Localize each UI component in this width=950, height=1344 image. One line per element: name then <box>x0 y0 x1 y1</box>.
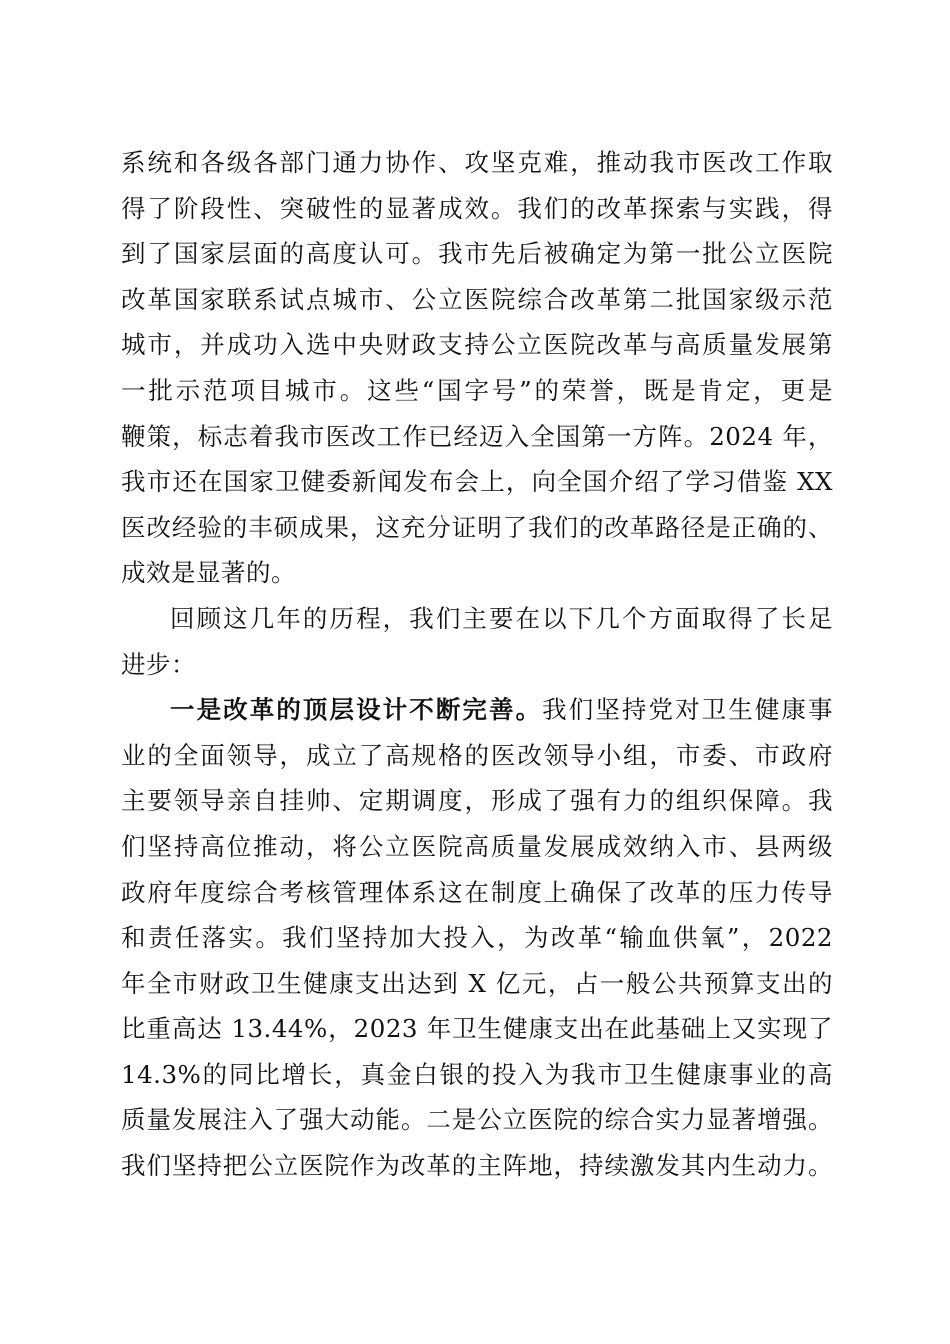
text-line: 到了国家层面的高度认可。我市先后被确定为第一批公立医院 <box>121 239 833 269</box>
text-line: 们坚持高位推动，将公立医院高质量发展成效纳入市、县两级 <box>121 831 833 861</box>
text-line: 进步： <box>121 649 196 679</box>
text-line: 质量发展注入了强大动能。二是公立医院的综合实力显著增强。 <box>121 1105 833 1135</box>
paragraph-3 <box>121 687 833 1189</box>
text-line: 一批示范项目城市。这些“国字号”的荣誉，既是肯定，更是 <box>121 375 833 405</box>
text-line: 和责任落实。我们坚持加大投入，为改革“输血供氧”，2022 <box>121 923 833 953</box>
text-line: 政府年度综合考核管理体系这在制度上确保了改革的压力传导 <box>121 877 833 907</box>
text-line: 业的全面领导，成立了高规格的医改领导小组，市委、市政府 <box>121 740 833 770</box>
text-line: 得了阶段性、突破性的显著成效。我们的改革探索与实践，得 <box>121 193 833 223</box>
text-line <box>121 687 833 733</box>
text-line: 城市，并成功入选中央财政支持公立医院改革与高质量发展第 <box>121 330 833 360</box>
text-line: 改革国家联系试点城市、公立医院综合改革第二批国家级示范 <box>121 284 833 314</box>
text-line: 比重高达 13.44%，2023 年卫生健康支出在此基础上又实现了 <box>121 1014 833 1044</box>
text-line: 回顾这几年的历程，我们主要在以下几个方面取得了长足 <box>170 603 833 633</box>
paragraph-2 <box>121 596 833 687</box>
paragraph-1 <box>121 140 833 596</box>
text-line: 14.3%的同比增长，真金白银的投入为我市卫生健康事业的高 <box>121 1059 833 1089</box>
text-line: 年全市财政卫生健康支出达到 X 亿元，占一般公共预算支出的 <box>121 968 833 998</box>
text-line: 鞭策，标志着我市医改工作已经迈入全国第一方阵。2024 年， <box>121 421 833 451</box>
text-line: 系统和各级各部门通力协作、攻坚克难，推动我市医改工作取 <box>121 148 833 177</box>
body-text <box>121 140 833 1189</box>
text-line: 主要领导亲自挂帅、定期调度，形成了强有力的组织保障。我 <box>121 786 833 816</box>
text-line: 成效是显著的。 <box>121 558 296 588</box>
section-lead-heading: 一是改革的顶层设计不断完善。 <box>170 695 543 725</box>
text-fragment: 我们坚持党对卫生健康事 <box>542 695 834 725</box>
text-line: 医改经验的丰硕成果，这充分证明了我们的改革路径是正确的、 <box>121 512 833 542</box>
text-line: 我们坚持把公立医院作为改革的主阵地，持续激发其内生动力。 <box>121 1151 833 1181</box>
text-line: 我市还在国家卫健委新闻发布会上，向全国介绍了学习借鉴 XX <box>121 467 833 497</box>
